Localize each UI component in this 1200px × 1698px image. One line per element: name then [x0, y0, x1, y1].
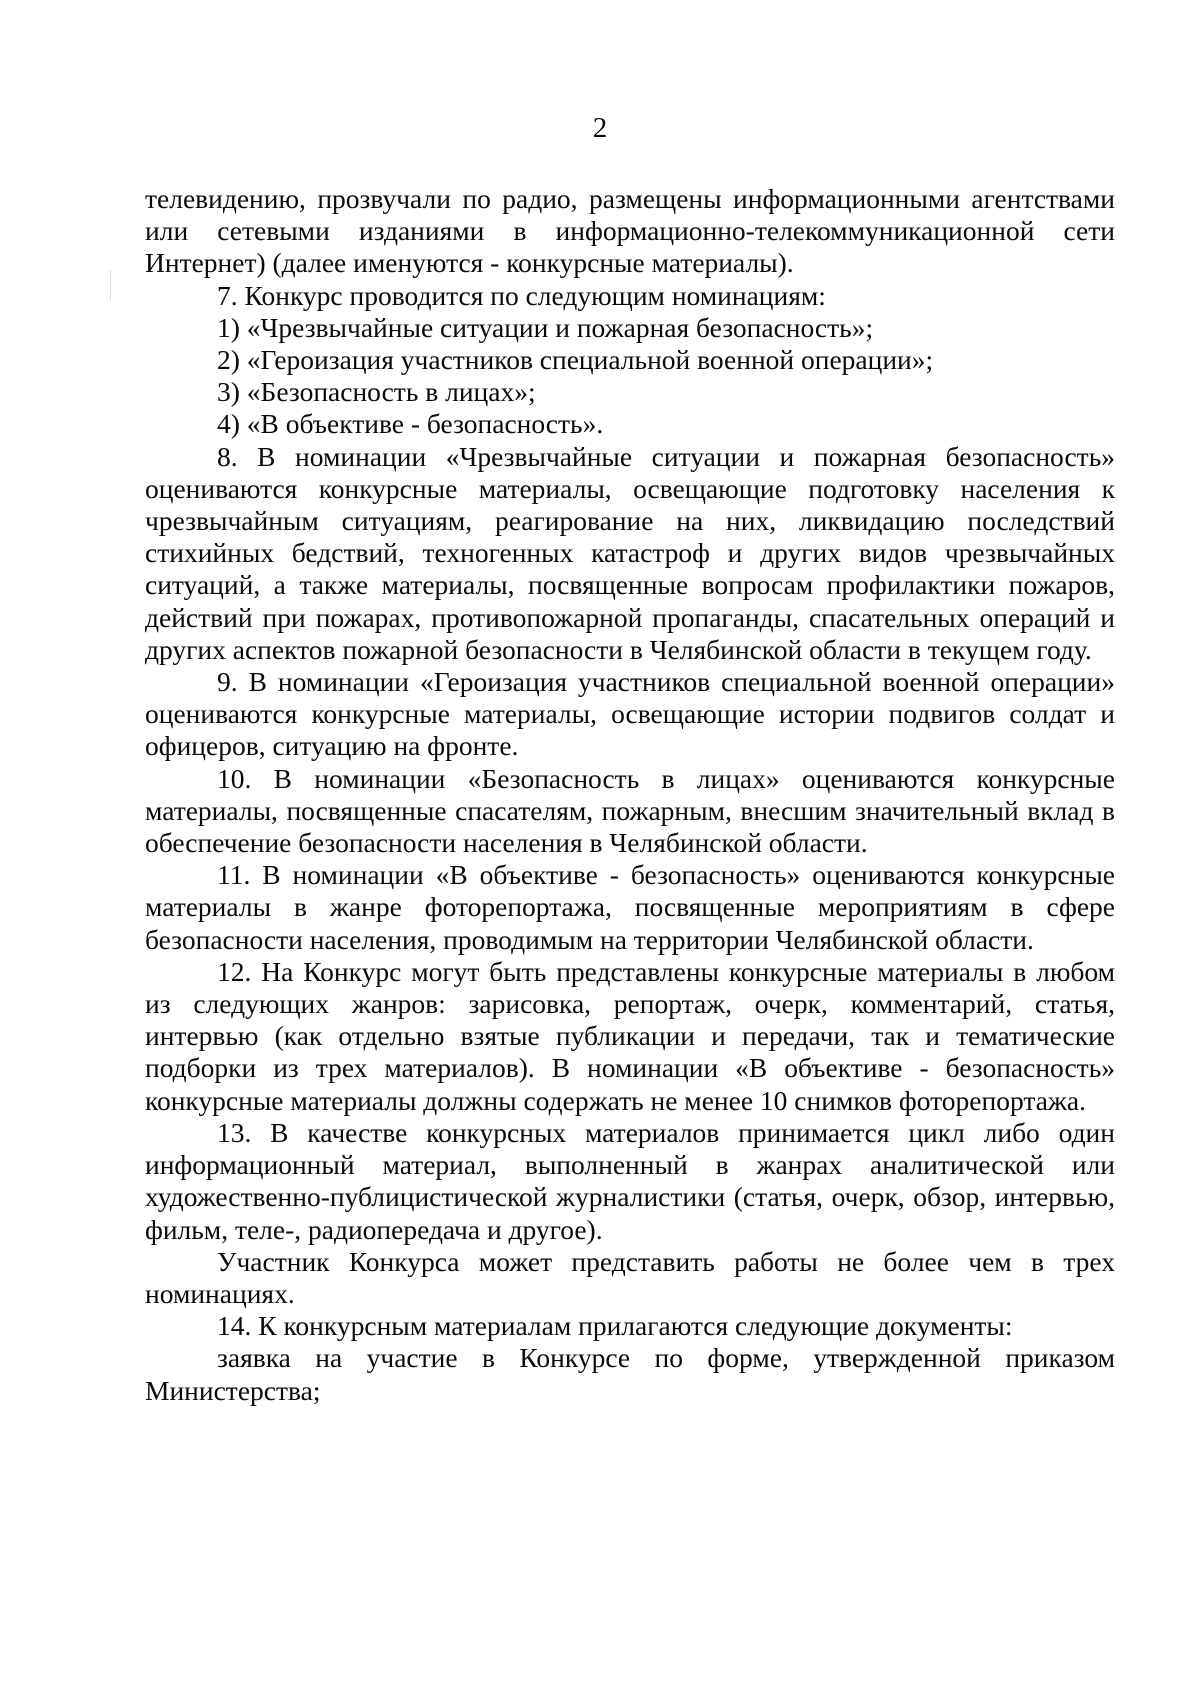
scan-artifact	[110, 270, 111, 300]
paragraph: 14. К конкурсным материалам прилагаются следующие документы:	[217, 1310, 1013, 1342]
list-item: 1) «Чрезвычайные ситуации и пожарная безопасность»;	[217, 311, 874, 343]
paragraph: 9. В номинации «Героизация участников специальной военной операции» оцениваются конкурсные материалы, освещающие истории подвигов солдат и офицеров, ситуацию на фронте.	[145, 666, 1115, 762]
list-item: 2) «Героизация участников специальной военной операции»;	[217, 344, 934, 376]
paragraph: 10. В номинации «Безопасность в лицах» оцениваются конкурсные материалы, посвященные спасателям, пожарным, внесшим значительный вклад в обеспечение безопасности населения в Челябинской области.	[145, 762, 1115, 859]
paragraph: 11. В номинации «В объективе - безопасность» оцениваются конкурсные материалы в жанре фоторепортажа, посвященные мероприятиям в сфере безопасности населения, проводимым на территории Челябинской области.	[145, 859, 1115, 955]
page-number: 2	[592, 112, 608, 144]
list-item: 3) «Безопасность в лицах»;	[217, 376, 536, 408]
paragraph: заявка на участие в Конкурсе по форме, утвержденной приказом Министерства;	[145, 1342, 1115, 1406]
paragraph: 8. В номинации «Чрезвычайные ситуации и пожарная безопасность» оцениваются конкурсные материалы, освещающие подготовку населения к чрезвычайным ситуациям, реагирование на них, ликвидацию последствий стихийных бедствий, техногенных катастроф и других видов чрезвычайных ситуаций, а также материалы, посвященные вопросам профилактики пожаров, действий при пожарах, противопожарной пропаганды, спасательных операций и других аспектов пожарной безопасности в Челябинской области в текущем году.	[145, 440, 1115, 665]
list-item: 4) «В объективе - безопасность».	[217, 408, 604, 440]
paragraph: 12. На Конкурс могут быть представлены конкурсные материалы в любом из следующих жанров: зарисовка, репортаж, очерк, комментарий, статья, интервью (как отдельно взятые публикации и передачи, так и тематические подборки из трех материалов). В номинации «В объективе - безопасность» конкурсные материалы должны содержать не менее 10 снимков фоторепортажа.	[145, 955, 1115, 1116]
document-body	[145, 183, 1115, 1407]
paragraph: телевидению, прозвучали по радио, размещены информационными агентствами или сетевыми изданиями в информационно-телекоммуникационной сети Интернет) (далее именуются - конкурсные материалы).	[145, 183, 1115, 279]
paragraph: 13. В качестве конкурсных материалов принимается цикл либо один информационный материал, выполненный в жанрах аналитической или художественно-публицистической журналистики (статья, очерк, обзор, интервью, фильм, теле-, радиопередача и другое).	[145, 1116, 1115, 1245]
paragraph: 7. Конкурс проводится по следующим номинациям:	[217, 279, 826, 311]
paragraph: Участник Конкурса может представить работы не более чем в трех номинациях.	[145, 1245, 1115, 1309]
